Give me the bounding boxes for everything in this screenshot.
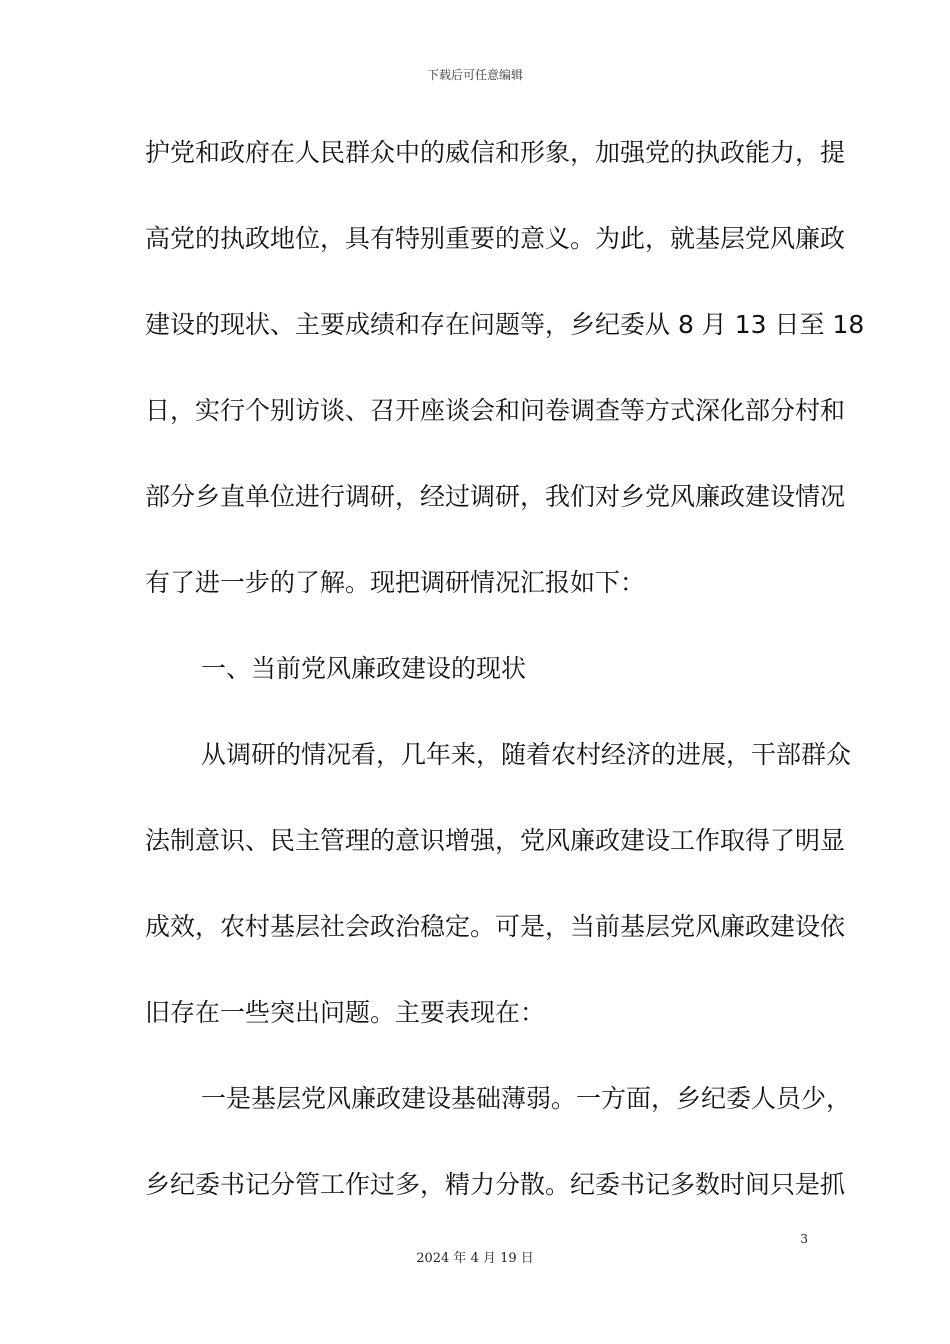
body-line: 成效，农村基层社会政治稳定。可是，当前基层党风廉政建设依 [145,912,846,941]
document-body [145,118,865,1236]
body-line: 一是基层党风廉政建设基础薄弱。一方面，乡纪委人员少， [201,1084,852,1113]
page-number: 3 [800,1232,808,1246]
body-line: 建设的现状、主要成绩和存在问题等，乡纪委从 8 月 13 日至 18 [145,310,865,339]
body-line: 部分乡直单位进行调研，经过调研，我们对乡党风廉政建设情况 [145,482,846,511]
page-header: 下载后可任意编辑 [426,68,523,82]
body-line: 乡纪委书记分管工作过多，精力分散。纪委书记多数时间只是抓 [145,1170,846,1199]
body-line: 从调研的情况看，几年来，随着农村经济的进展，干部群众 [201,740,852,769]
page-footer-date: 2024 年 4 月 19 日 [416,1251,534,1266]
body-line: 旧存在一些突出问题。主要表现在： [145,998,546,1027]
body-line: 高党的执政地位，具有特别重要的意义。为此，就基层党风廉政 [145,224,846,253]
body-line: 护党和政府在人民群众中的威信和形象，加强党的执政能力，提 [145,138,846,167]
body-line: 法制意识、民主管理的意识增强，党风廉政建设工作取得了明显 [145,826,846,855]
body-line: 有了进一步的了解。现把调研情况汇报如下： [145,568,646,597]
section-heading: 一、当前党风廉政建设的现状 [201,654,527,683]
body-line: 日，实行个别访谈、召开座谈会和问卷调查等方式深化部分村和 [145,396,846,425]
